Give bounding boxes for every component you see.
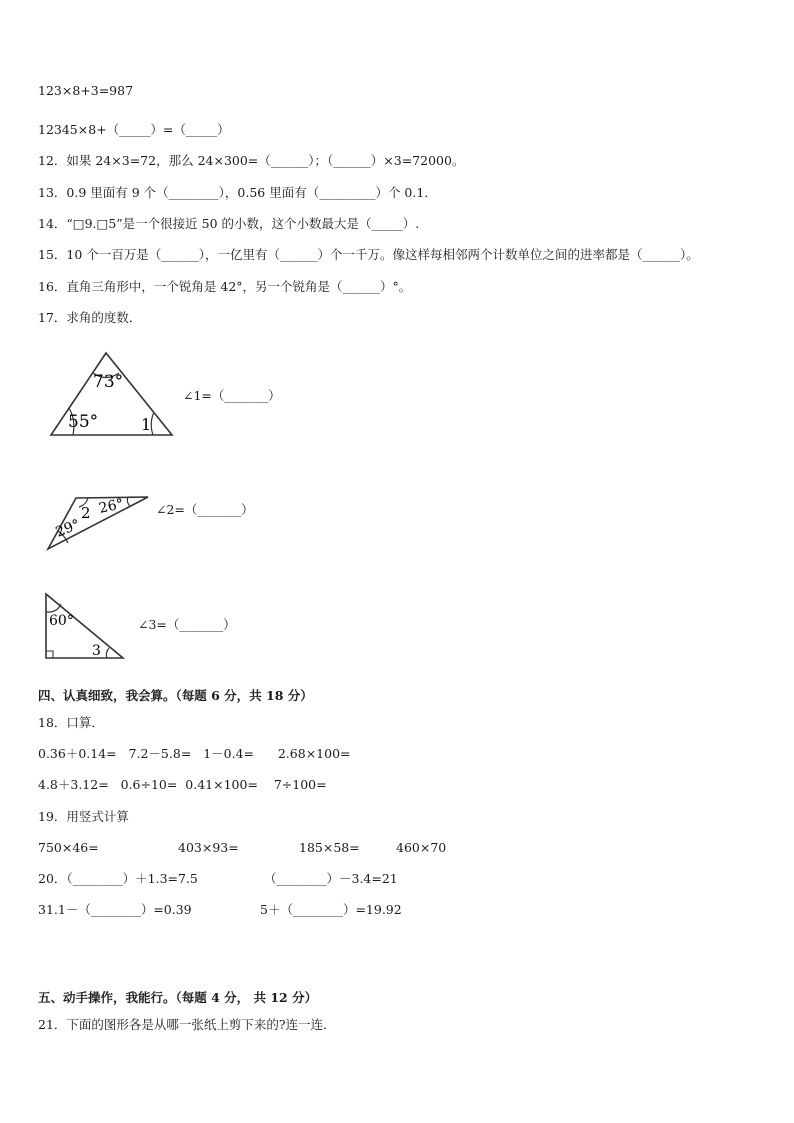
mental-math-row-1: 0.36＋0.14= 7.2－5.8= 1－0.4= 2.68×100= bbox=[38, 746, 351, 761]
triangle-figure-1 bbox=[46, 350, 181, 442]
vertical-calc-c: 185×58= bbox=[299, 840, 360, 855]
vertical-calc-a: 750×46= bbox=[38, 840, 99, 855]
fig2-left-angle: 29° bbox=[53, 516, 83, 541]
fig3-top-angle: 60° bbox=[49, 613, 74, 629]
question-18: 18．口算． bbox=[38, 715, 104, 730]
equation-line: 123×8+3=987 bbox=[38, 83, 134, 98]
question-20-d: 5＋（________）=19.92 bbox=[260, 902, 402, 917]
section-5-heading: 五、动手操作，我能行。（每题 4 分， 共 12 分） bbox=[38, 990, 318, 1005]
fig1-left-angle: 55° bbox=[68, 412, 99, 432]
question-19: 19．用竖式计算 bbox=[38, 809, 129, 824]
vertical-calc-b: 403×93= bbox=[178, 840, 239, 855]
triangle-figure-3 bbox=[43, 592, 127, 662]
question-20-c: 31.1－（________）=0.39 bbox=[38, 902, 192, 917]
question-12: 12．如果 24×3=72，那么 24×300=（______）；（______）×3=72000。 bbox=[38, 153, 465, 168]
question-21: 21．下面的图形各是从哪一张纸上剪下来的?连一连． bbox=[38, 1017, 336, 1032]
question-16: 16．直角三角形中，一个锐角是 42°，另一个锐角是（______）°。 bbox=[38, 279, 412, 294]
question-14: 14．“□9.□5”是一个很接近 50 的小数，这个小数最大是（_____）. bbox=[38, 216, 420, 231]
question-20-b: （________）－3.4=21 bbox=[264, 871, 398, 886]
fig2-right-angle: 26° bbox=[97, 496, 126, 517]
question-20-a: 20．（________）＋1.3=7.5 bbox=[38, 871, 198, 886]
triangle-figure-2 bbox=[44, 493, 152, 553]
question-17: 17．求角的度数． bbox=[38, 310, 142, 325]
section-4-heading: 四、认真细致，我会算。（每题 6 分，共 18 分） bbox=[38, 688, 313, 703]
angle-3-answer: ∠3=（_______） bbox=[138, 617, 236, 632]
question-15: 15．10 个一百万是（______），一亿里有（______）个一千万。像这样每相邻两个计数单位之间的进率都是（______）。 bbox=[38, 247, 699, 262]
fig3-bottom-angle: 3 bbox=[92, 643, 101, 659]
fig1-right-angle: 1 bbox=[141, 415, 152, 434]
angle-2-answer: ∠2=（_______） bbox=[156, 502, 254, 517]
vertical-calc-d: 460×70 bbox=[396, 840, 447, 855]
question-13: 13．0.9 里面有 9 个（________），0.56 里面有（_________）个 0.1． bbox=[38, 185, 437, 200]
mental-math-row-2: 4.8＋3.12= 0.6÷10= 0.41×100= 7÷100= bbox=[38, 777, 327, 792]
angle-1-answer: ∠1=（_______） bbox=[183, 388, 281, 403]
fig2-mid-angle: 2 bbox=[81, 504, 91, 522]
fig1-top-angle: 73° bbox=[93, 372, 124, 392]
equation-fill-line: 12345×8+（_____）=（_____） bbox=[38, 122, 230, 137]
